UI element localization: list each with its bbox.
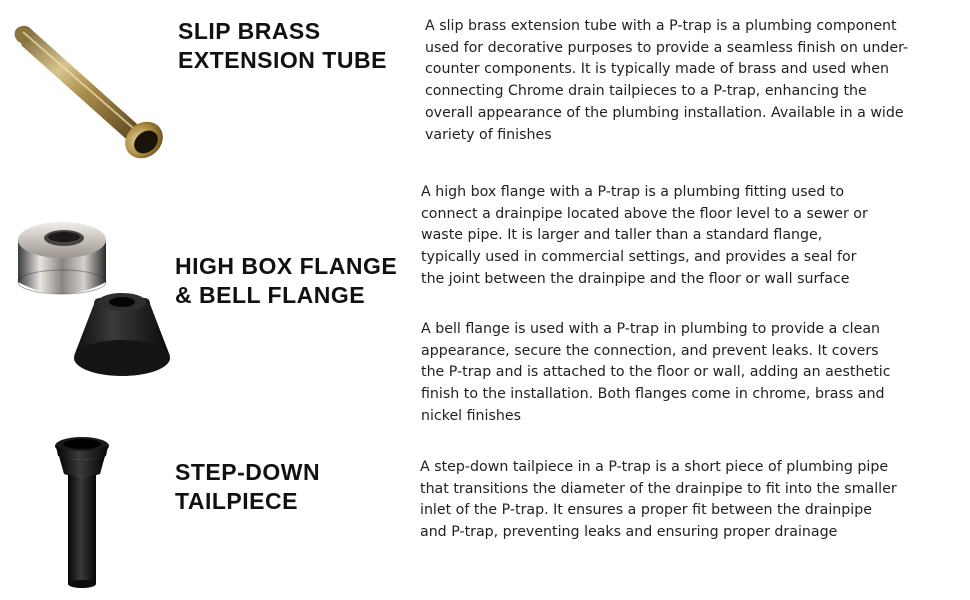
- brass-extension-tube-image: [8, 18, 168, 166]
- black-tailpiece-icon: [50, 434, 114, 590]
- flanges-icon: [14, 218, 174, 380]
- slip-brass-extension-tube-description: A slip brass extension tube with a P-trap is a plumbing component used for decorative purposes to provide a seamless finish on under- counter components. It is typically made of brass and used when connecting Chrome drain tailpieces to a P-trap, enhancing the overall appearance of the plumbing installation. Available in a wide variety of finishes: [425, 18, 909, 143]
- slip-brass-extension-tube-title: SLIP BRASS EXTENSION TUBE: [178, 18, 387, 73]
- high-box-flange-description: A high box flange with a P-trap is a plumbing fitting used to connect a drainpipe located above the floor level to a sewer or waste pipe. It is larger and taller than a standard flange, typically used in commercial settings, and provides a seal for the joint between the drainpipe and the floor or wall surface: [421, 184, 868, 287]
- brass-extension-tube-icon: [8, 18, 168, 166]
- step-down-tailpiece-description: A step-down tailpiece in a P-trap is a short piece of plumbing pipe that transitions the diameter of the drainpipe to fit into the smaller inlet of the P-trap. It ensures a proper fit between the drainpipe and P-trap, preventing leaks and ensuring proper drainage: [420, 459, 897, 541]
- flanges-image: [14, 218, 174, 380]
- black-tailpiece-image: [50, 434, 114, 590]
- high-box-flange-bell-flange-title: HIGH BOX FLANGE & BELL FLANGE: [175, 253, 398, 308]
- step-down-tailpiece-title: STEP-DOWN TAILPIECE: [175, 459, 321, 514]
- bell-flange-description: A bell flange is used with a P-trap in plumbing to provide a clean appearance, secure the connection, and prevent leaks. It covers the P-trap and is attached to the floor or wall, adding an aesthetic finish to the installation. Both flanges come in chrome, brass and nickel finishes: [421, 321, 891, 424]
